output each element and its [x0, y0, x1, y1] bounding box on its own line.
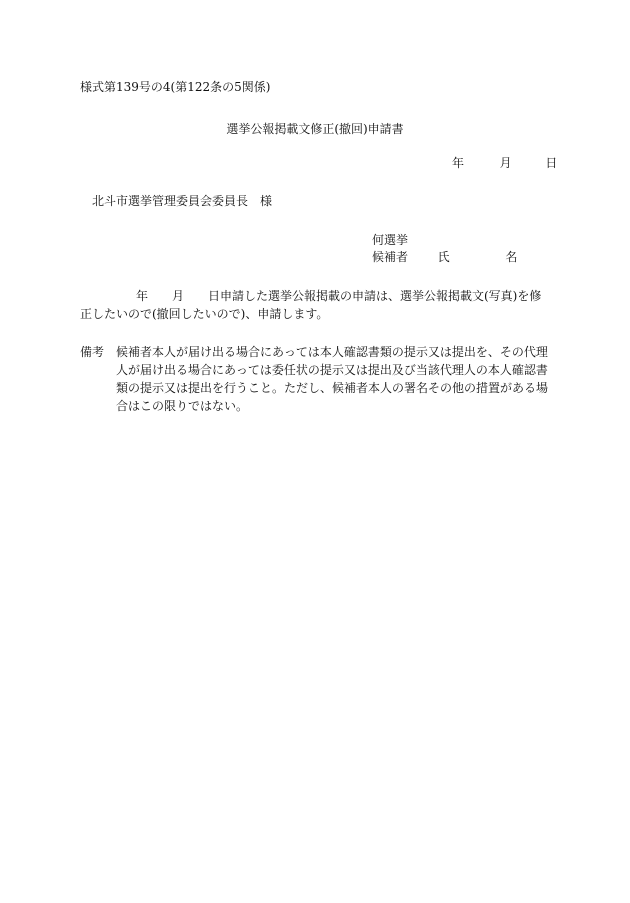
candidate-label: 候補者	[372, 250, 409, 264]
name-label-1: 氏	[437, 250, 450, 264]
date-day: 日	[545, 156, 558, 170]
date-year: 年	[452, 156, 465, 170]
remark-block	[80, 343, 550, 415]
name-label-2: 名	[505, 250, 518, 264]
form-number: 様式第139号の4(第122条の5関係)	[80, 80, 271, 94]
remark-text: 候補者本人が届け出る場合にあっては本人確認書類の提示又は提出を、その代理人が届け出る場合にあっては委任状の提示又は提出及び当該代理人の本人確認書類の提示又は提出を行うこと。ただし、候補者本人の署名その他の措置がある場合はこの限りではない。	[116, 345, 549, 413]
body-paragraph: 年 月 日申請した選挙公報掲載の申請は、選挙公報掲載文(写真)を修正したいので(撤回したいので)、申請します。	[80, 289, 542, 321]
election-label: 何選挙	[372, 233, 409, 247]
addressee: 北斗市選挙管理委員会委員長 様	[92, 194, 273, 208]
candidate-row	[372, 249, 517, 265]
date-month: 月	[499, 156, 512, 170]
document-title: 選挙公報掲載文修正(撤回)申請書	[226, 122, 404, 136]
remark-label: 備考	[80, 345, 105, 359]
date-line	[452, 155, 557, 171]
